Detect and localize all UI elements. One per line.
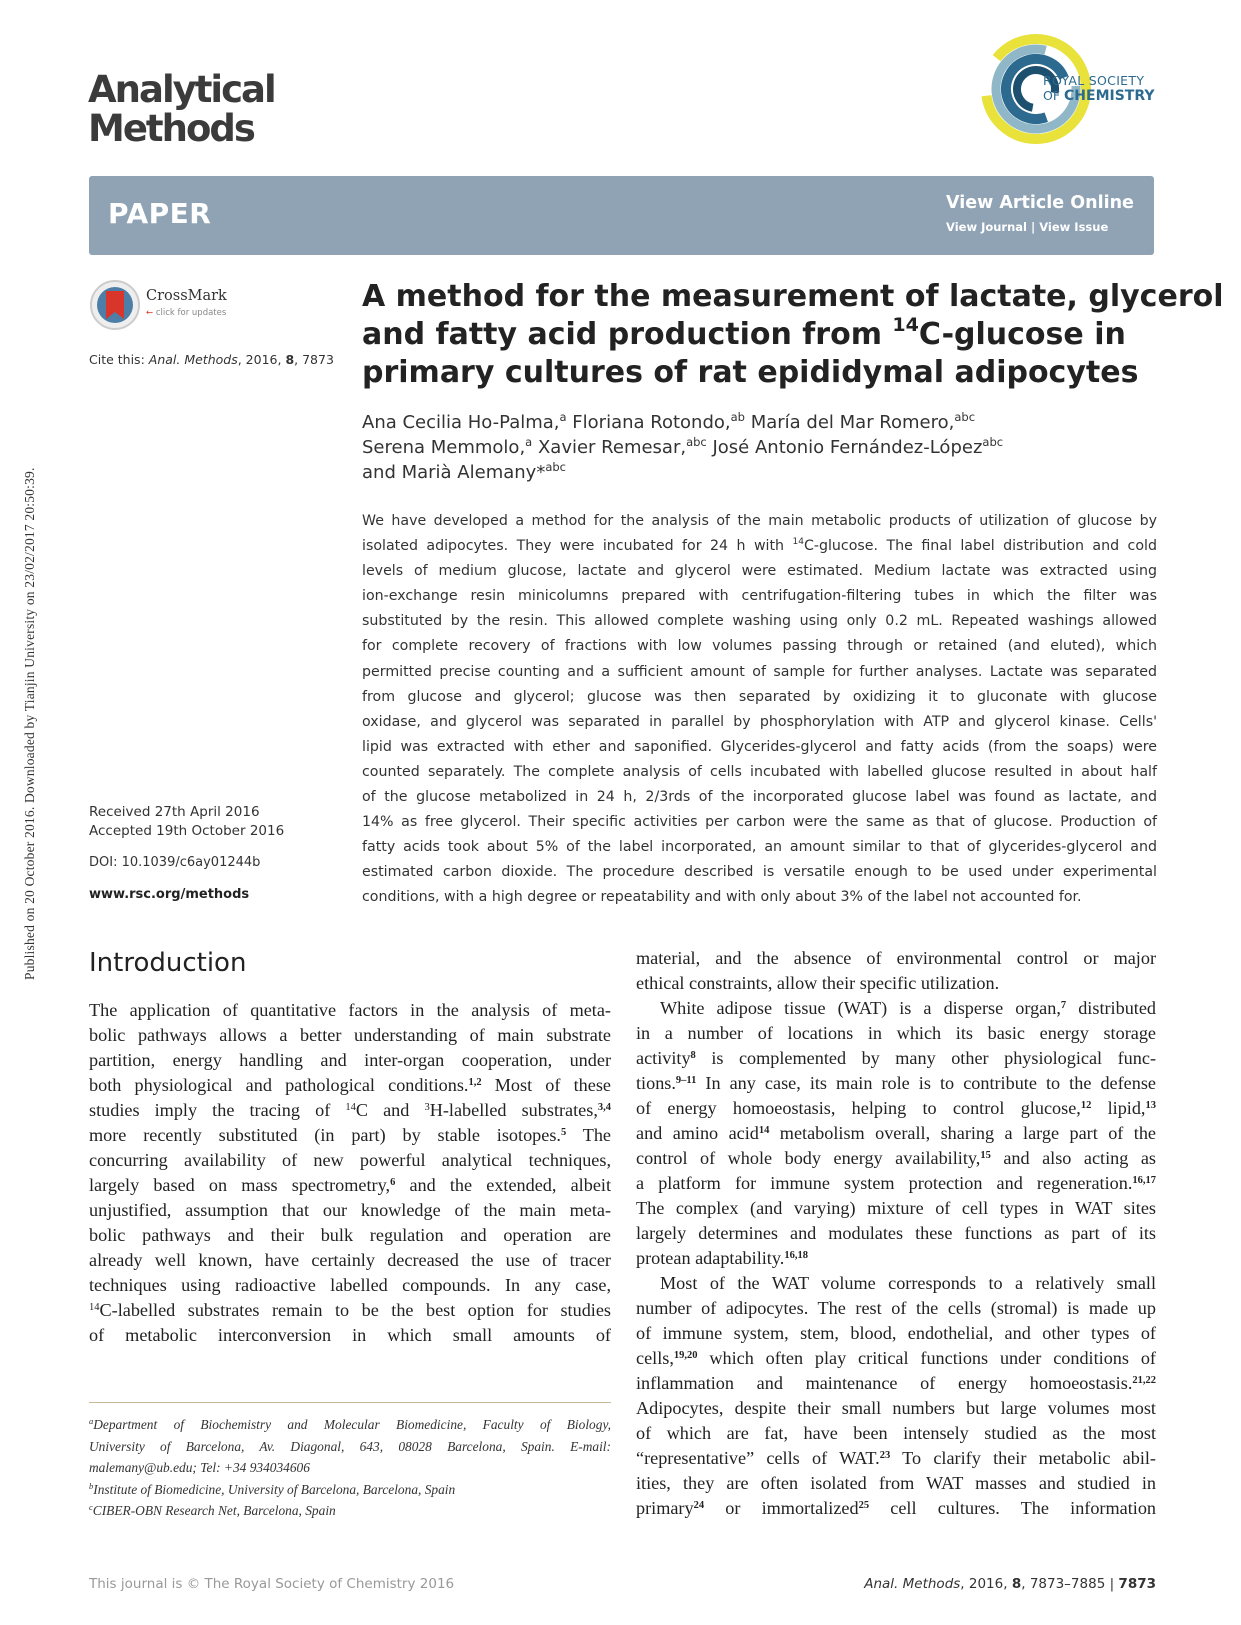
author: Ana Cecilia Ho-Palma, [362,412,560,433]
body-text: In any case, its main role is to contribute to the defense [696,1073,1156,1093]
crossmark-sub-text: click for updates [155,308,227,318]
abstract-line: oxidase, and glycerol was separated in parallel by phosphorylation with ATP and glycerol kinase. Cells' [362,713,1157,730]
publisher-prefix: OF [1043,88,1065,103]
body-line [636,1046,1156,1071]
article-type-banner [89,176,1154,255]
body-text: protean adaptability. [636,1248,785,1268]
body-text: White adipose tissue (WAT) is a disperse organ, [660,998,1061,1018]
footer-pages: , 7873–7885 [1021,1576,1106,1592]
abstract-line: for complete recovery of fractions with low volumes passing through or retained (and eluted), which [362,638,1157,655]
reference-marker[interactable]: 5 [560,1127,567,1138]
footer-year: , 2016, [960,1576,1012,1592]
body-text: metabolism overall, sharing a large part of the [769,1123,1156,1143]
author: Floriana Rotondo, [566,412,731,433]
reference-marker[interactable]: 9–11 [675,1075,697,1086]
citation [89,352,334,367]
title-superscript: 14 [892,314,919,336]
abstract-line: ion-exchange resin minicolumns prepared with centrifugation-filtering tubes in which the filter was [362,588,1157,605]
body-line [89,1098,611,1123]
abstract-line: from glucose and glycerol; glucose was then separated by oxidizing it to gluconate with glucose [362,688,1157,705]
body-line: of metabolic interconversion in which small amounts of [89,1325,611,1345]
body-text: “representative” cells of WAT. [636,1448,880,1468]
reference-marker[interactable]: 16,18 [784,1250,808,1261]
body-text: cells, [636,1348,674,1368]
author-affiliation: abc [982,435,1004,449]
body-line [636,1146,1156,1171]
author: Serena Memmolo, [362,437,526,458]
received-date: Received 27th April 2016 [89,804,260,820]
journal-name[interactable] [88,70,275,148]
reference-marker[interactable]: 6 [390,1177,396,1188]
journal-name-line2: Methods [88,107,254,150]
abstract-line: substituted by the resin. This allowed complete washing using only 0.2 mL. Repeated washings allowed [362,613,1157,630]
body-text: cell cultures. The information [869,1498,1157,1518]
reference-marker[interactable]: 3,4 [597,1102,611,1113]
reference-marker[interactable]: 13 [1145,1100,1156,1111]
authors-line3 [362,460,1162,485]
body-text: control of whole body energy availability, [636,1148,981,1168]
reference-marker[interactable]: 16,17 [1132,1175,1156,1186]
reference-marker[interactable]: 14 [758,1125,770,1136]
body-line [89,1173,611,1198]
body-line [636,996,1156,1021]
isotope-superscript: 14 [89,1302,100,1313]
journal-web-link[interactable]: www.rsc.org/methods [89,887,250,902]
publisher-line2 [1043,88,1155,104]
abstract-line: 14% as free glycerol. Their specific activities per carbon were the same as that of glucose. Production of [362,814,1157,831]
footnote-text: CIBER-OBN Research Net, Barcelona, Spain [92,1503,336,1518]
arrow-left-icon: ← [146,308,154,318]
abstract-line: counted separately. The complete analysis of cells incubated with labelled glucose resulted in about half [362,763,1157,780]
affiliation-footnotes [89,1414,611,1522]
view-journal-link[interactable]: View Journal [946,220,1027,234]
body-line: techniques using radioactive labelled compounds. In any case, [89,1275,611,1295]
body-line [89,1298,611,1323]
abstract-line: fatty acids took about 5% of the label incorporated, an amount similar to that of glycerides-glycerol and [362,839,1157,856]
body-line: bolic pathways and their bulk regulation and operation are [89,1225,611,1245]
reference-marker[interactable]: 23 [879,1450,891,1461]
author-affiliation: a [559,410,567,424]
cite-page: , 7873 [294,352,334,367]
body-line [89,1073,611,1098]
body-text: lipid, [1091,1098,1146,1118]
abstract-line: lipid was extracted with ether and saponified. Glycerides-glycerol and fatty acids (from the soaps) were [362,738,1157,755]
footnote-line: malemany@ub.edu; Tel: +34 934034606 [89,1460,310,1475]
body-line: of immune system, stem, blood, endothelial, and other types of [636,1323,1156,1343]
body-line: The application of quantitative factors in the analysis of meta- [89,1000,611,1020]
article-type-label: PAPER [108,197,212,230]
author-affiliation: a [525,435,533,449]
author-affiliation: ab [730,410,745,424]
title-line2 [362,316,1162,354]
author: Xavier Remesar, [532,437,687,458]
abstract-line: estimated carbon dioxide. The procedure described is versatile enough to be used under experimental [362,864,1157,881]
reference-marker[interactable]: 1,2 [468,1077,482,1088]
footnote-text: Institute of Biomedicine, University of Barcelona, Barcelona, Spain [93,1481,456,1497]
cite-volume: 8 [285,352,295,367]
footer-journal: Anal. Methods [864,1576,961,1592]
body-text: The [566,1125,612,1145]
body-text: studies imply the tracing of [89,1100,346,1120]
body-text: Most of these [481,1075,611,1095]
body-line [636,1371,1156,1396]
intro-column-right [636,946,1156,1521]
reference-marker[interactable]: 24 [693,1500,705,1511]
body-text: a platform for immune system protection and regeneration. [636,1173,1133,1193]
authors-line1 [362,410,1162,435]
body-line [636,1346,1156,1371]
body-text: largely based on mass spectrometry, [89,1175,391,1195]
body-line [636,1496,1156,1521]
footnote-marker: b [89,1480,94,1491]
publisher-name [1043,74,1155,104]
body-text: is complemented by many other physiological func- [695,1048,1156,1068]
isotope-superscript: 14 [345,1102,356,1113]
body-line: unjustified, assumption that our knowledge of the main meta- [89,1200,611,1220]
reference-marker[interactable]: 7 [1060,1000,1067,1011]
journal-name-line1: Analytical [88,68,275,111]
crossmark-icon[interactable] [89,279,141,331]
reference-marker[interactable]: 19,20 [673,1350,698,1361]
reference-marker[interactable]: 21,22 [1132,1375,1156,1386]
abstract-line: of the glucose metabolized in 24 h, 2/3rds of the incorporated glucose label was found as lactate, and [362,789,1157,806]
footnote-line [89,1500,611,1522]
page-number: 7873 [1118,1576,1156,1592]
abstract-superscript: 14 [792,537,804,548]
footer-separator: | [1105,1576,1119,1592]
body-line: largely determines and modulates these functions as part of its [636,1223,1156,1243]
body-text: distributed [1066,998,1157,1018]
abstract-line: permitted precise counting and a sufficient amount of sample for further analyses. Lactate was separated [362,663,1157,680]
body-text: inflammation and maintenance of energy homoeostasis. [636,1373,1133,1393]
body-line: Most of the WAT volume corresponds to a relatively small [660,1273,1156,1293]
abstract-line: levels of medium glucose, lactate and glycerol were estimated. Medium lactate was extracted using [362,563,1157,580]
publisher-line1: ROYAL SOCIETY [1043,73,1145,88]
footnote-text: Department of Biochemistry and Molecular Biomedicine, Faculty of Biology, [93,1417,611,1432]
isotope-superscript: 3 [424,1102,430,1113]
footnote-divider [89,1402,611,1403]
view-links-separator: | [1027,220,1040,234]
footer-volume: 8 [1011,1576,1022,1592]
footnote-marker: a [89,1416,94,1426]
footnote-line [89,1414,611,1436]
reference-marker[interactable]: 25 [858,1500,870,1511]
body-text: more recently substituted (in part) by stable isotopes. [89,1125,561,1145]
page-footer-citation [700,1576,1156,1592]
abstract-text: isolated adipocytes. They were incubated for 24 h with [362,538,793,555]
author-list [362,410,1162,485]
body-text: and the extended, albeit [395,1175,611,1195]
body-text: primary [636,1498,694,1518]
abstract-line: conditions, with a high degree or repeatability and with only about 3% of the label not accounted for. [362,889,1082,906]
body-line [636,1171,1156,1196]
view-links [946,220,1108,234]
body-text: H-labelled substrates, [429,1100,598,1120]
view-issue-link[interactable]: View Issue [1039,220,1109,234]
body-text: and also acting as [990,1148,1156,1168]
body-line [636,1096,1156,1121]
body-line [89,1123,611,1148]
abstract-line [362,534,1157,559]
reference-marker[interactable]: 8 [690,1050,696,1061]
crossmark-sub [146,308,226,318]
abstract-text: C-glucose. The final label distribution and cold [803,538,1157,555]
copyright-footer: This journal is © The Royal Society of Chemistry 2016 [89,1576,455,1592]
body-text: or immortalized [704,1498,859,1518]
body-text: To clarify their metabolic abil- [890,1448,1156,1468]
body-line: of which are fat, have been intensely studied as the most [636,1423,1156,1443]
body-text: activity [636,1048,691,1068]
cite-journal: Anal. Methods [148,352,238,367]
author-affiliation: abc [545,460,566,474]
download-watermark: Published on 20 October 2016. Downloaded by Tianjin University on 23/02/2017 20:50:39. [22,467,37,980]
body-text: and amino acid [636,1123,759,1143]
author: José Antonio Fernández-López [706,437,983,458]
author: and Marià Alemany* [362,462,546,483]
body-line [636,1446,1156,1471]
footnote-marker: c [89,1502,93,1512]
intro-column-left [89,998,611,1348]
body-text: both physiological and pathological conditions. [89,1075,469,1095]
cite-year: , 2016, [237,352,286,367]
received-dates [89,803,284,841]
abstract-line: We have developed a method for the analysis of the main metabolic products of utilization of glucose by [362,513,1157,529]
author: María del Mar Romero, [744,412,955,433]
reference-marker[interactable]: 12 [1080,1100,1092,1111]
authors-line2 [362,435,1162,460]
title-line3: primary cultures of rat epididymal adipocytes [362,355,1139,390]
body-line: The complex (and varying) mixture of cell types in WAT sites [636,1198,1156,1218]
accepted-date: Accepted 19th October 2016 [89,823,285,839]
footnote-line: University of Barcelona, Av. Diagonal, 643, 08028 Barcelona, Spain. E-mail: [89,1438,611,1454]
body-line [636,1071,1156,1096]
body-line [636,1246,1156,1271]
body-text: of energy homoeostasis, helping to control glucose, [636,1098,1081,1118]
body-text: tions. [636,1073,676,1093]
title-line2-a: and fatty acid production from [362,317,893,352]
body-line: material, and the absence of environmental control or major [636,948,1156,968]
body-line: in a number of locations in which its basic energy storage [636,1023,1156,1043]
abstract [362,509,1157,911]
body-line: already well known, have certainly decreased the use of tracer [89,1250,611,1270]
body-line [636,1121,1156,1146]
article-title [362,278,1224,392]
body-line: bolic pathways allows a better understanding of main substrate [89,1025,611,1045]
publisher-bold: CHEMISTRY [1064,88,1155,104]
section-heading: Introduction [89,948,247,978]
cite-prefix: Cite this: [89,352,149,367]
body-text: C and [355,1100,425,1120]
reference-marker[interactable]: 15 [980,1150,991,1161]
title-line2-b: C-glucose in [918,317,1126,352]
body-line: partition, energy handling and inter-organ cooperation, under [89,1050,611,1070]
author-affiliation: abc [954,410,976,424]
body-line: Adipocytes, despite their small numbers but large volumes most [636,1398,1156,1418]
author-affiliation: abc [686,435,707,449]
footnote-line [89,1479,611,1501]
body-line: ities, they are often isolated from WAT masses and studied in [636,1473,1156,1493]
title-line1: A method for the measurement of lactate, glycerol [362,279,1224,314]
body-line: number of adipocytes. The rest of the cells (stromal) is made up [636,1298,1156,1318]
body-text: which often play critical functions under conditions of [697,1348,1156,1368]
view-article-online-link[interactable]: View Article Online [946,193,1134,213]
body-text: C-labelled substrates remain to be the best option for studies [99,1300,611,1320]
body-line: concurring availability of new powerful analytical techniques, [89,1150,611,1170]
crossmark-label[interactable]: CrossMark [146,288,227,304]
doi[interactable]: DOI: 10.1039/c6ay01244b [89,855,261,870]
body-line: ethical constraints, allow their specific utilization. [636,973,1000,993]
